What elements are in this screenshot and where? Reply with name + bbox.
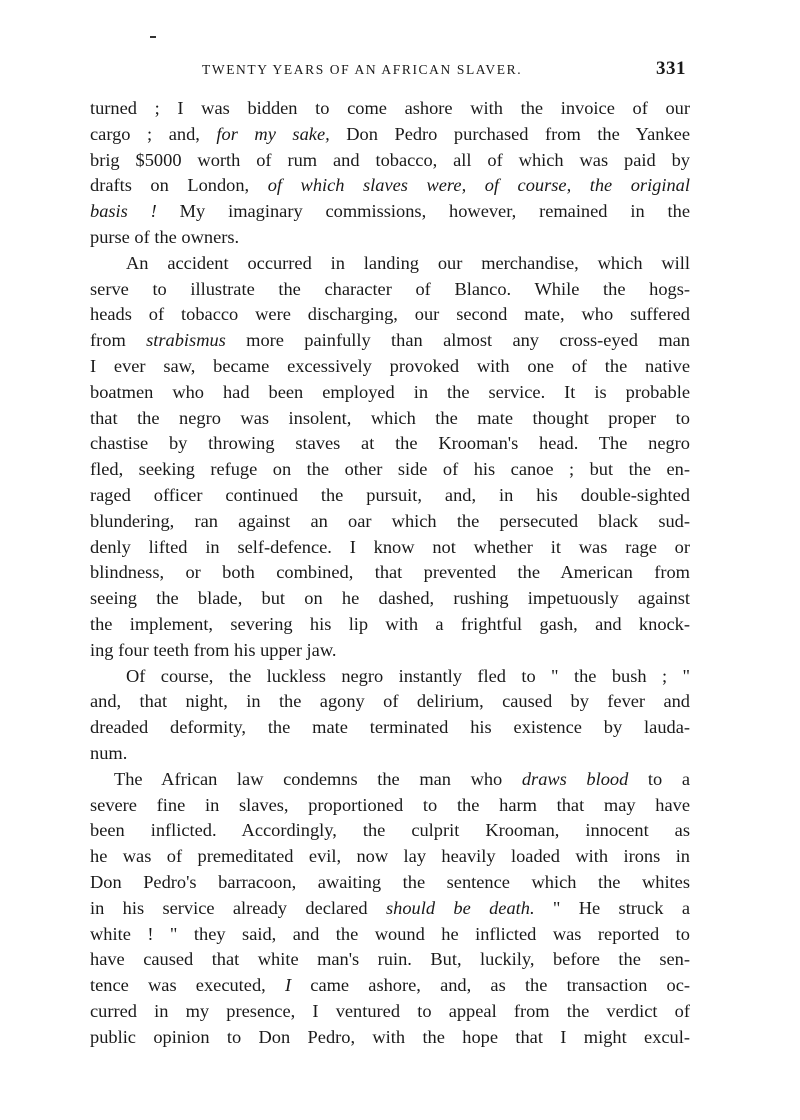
text-line: the implement, severing his lip with a frightful gash, and knock- — [90, 613, 690, 634]
italic-phrase: for my sake, — [216, 123, 330, 144]
text-line: blindness, or both combined, that prevented the American from — [90, 562, 690, 583]
text-line: num. — [90, 742, 128, 763]
text-line: he was of premeditated evil, now lay heavily loaded with irons in — [90, 846, 690, 867]
body-text — [90, 96, 690, 1050]
text-line: have caused that white man's ruin. But, luckily, before the sen- — [90, 949, 690, 970]
italic-phrase: I — [284, 975, 292, 996]
text-line: turned ; I was bidden to come ashore with the invoice of our — [90, 98, 690, 118]
text-line: Don Pedro's barracoon, awaiting the sentence which the whites — [90, 871, 690, 892]
page-number: 331 — [656, 58, 686, 79]
text-line: and, that night, in the agony of delirium, caused by fever and — [90, 691, 690, 712]
text-line: severe fine in slaves, proportioned to the harm that may have — [90, 794, 690, 815]
text-line: The African law condemns the man who draws blood to a — [114, 768, 690, 789]
text-line: drafts on London, of which slaves were, of course, the original — [90, 175, 690, 196]
running-title: TWENTY YEARS OF AN AFRICAN SLAVER. — [202, 62, 523, 77]
italic-phrase: of which slaves were, of course, the original — [267, 175, 690, 196]
text-line: ing four teeth from his upper jaw. — [90, 639, 337, 660]
italic-phrase: should be death. — [385, 897, 535, 918]
text-line: chastise by throwing staves at the Krooman's head. The negro — [90, 433, 690, 454]
text-line: cargo ; and, for my sake, Don Pedro purchased from the Yankee — [90, 123, 690, 144]
text-line: public opinion to Don Pedro, with the hope that I might excul- — [90, 1026, 690, 1047]
text-line: Of course, the luckless negro instantly fled to " the bush ; " — [126, 665, 690, 686]
text-line: tence was executed, I came ashore, and, as the transaction oc- — [90, 975, 690, 996]
print-speck — [150, 36, 156, 38]
text-line: raged officer continued the pursuit, and, in his double-sighted — [90, 484, 690, 505]
text-line: brig $5000 worth of rum and tobacco, all of which was paid by — [90, 149, 690, 170]
text-line: purse of the owners. — [90, 226, 240, 247]
text-line: serve to illustrate the character of Blanco. While the hogs- — [90, 278, 690, 299]
text-line: dreaded deformity, the mate terminated his existence by lauda- — [90, 717, 690, 738]
text-line: I ever saw, became excessively provoked with one of the native — [90, 355, 690, 376]
page-header — [90, 58, 690, 84]
text-line: curred in my presence, I ventured to appeal from the verdict of — [90, 1000, 690, 1021]
text-line: white ! " they said, and the wound he inflicted was reported to — [90, 923, 690, 944]
text-line: that the negro was insolent, which the mate thought proper to — [90, 407, 690, 428]
italic-phrase: basis ! — [90, 201, 157, 222]
text-line: basis ! My imaginary commissions, however, remained in the — [90, 201, 690, 222]
text-line: in his service already declared should be death. " He struck a — [90, 897, 690, 918]
text-line: An accident occurred in landing our merchandise, which will — [126, 252, 690, 273]
text-line: heads of tobacco were discharging, our second mate, who suffered — [90, 304, 690, 325]
text-line: seeing the blade, but on he dashed, rushing impetuously against — [90, 588, 690, 609]
text-line: denly lifted in self-defence. I know not whether it was rage or — [90, 536, 690, 557]
text-line: been inflicted. Accordingly, the culprit Krooman, innocent as — [90, 820, 690, 841]
text-line: from strabismus more painfully than almost any cross-eyed man — [90, 330, 690, 351]
text-line: fled, seeking refuge on the other side of his canoe ; but the en- — [90, 459, 690, 480]
italic-phrase: strabismus — [146, 330, 226, 351]
italic-phrase: draws blood — [521, 768, 629, 789]
text-line: blundering, ran against an oar which the persecuted black sud- — [90, 510, 690, 531]
text-line: boatmen who had been employed in the service. It is probable — [90, 381, 690, 402]
